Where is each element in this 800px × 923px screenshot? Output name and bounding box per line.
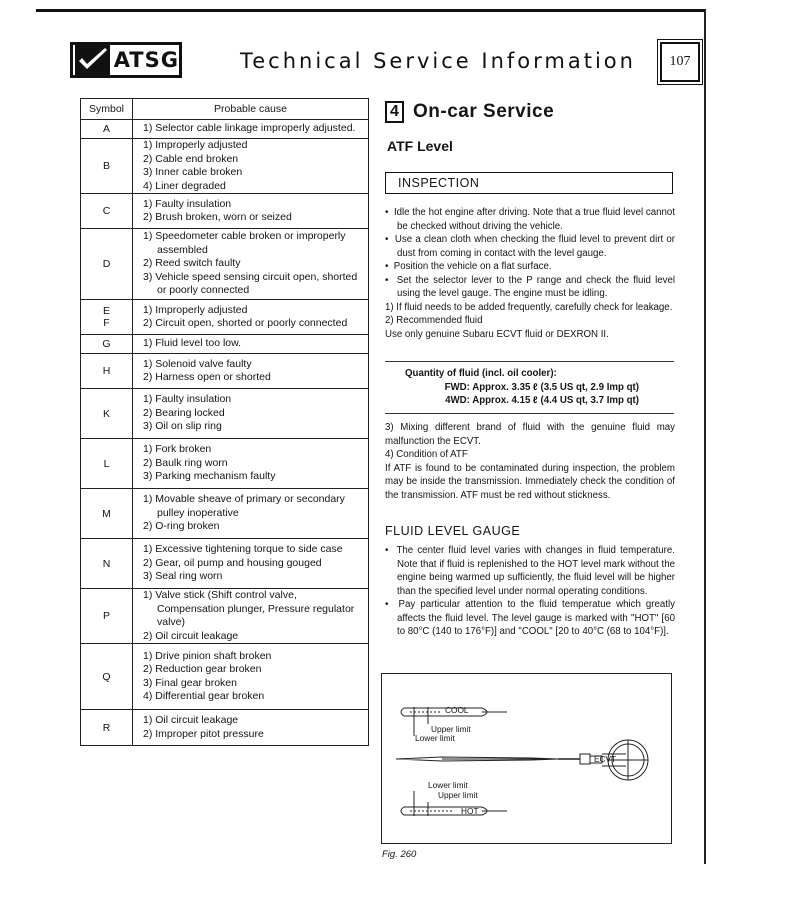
quantity-4wd: 4WD: Approx. 4.15 ℓ (4.4 US qt, 3.7 Imp qt) (445, 395, 639, 406)
right-border (704, 9, 706, 864)
cause-item: 2) Gear, oil pump and housing gouged (143, 556, 322, 569)
list-item: • Use a clean cloth when checking the fluid level to prevent dirt or dust from coming in contact with the level gauge. (385, 234, 675, 259)
page-number: 107 (660, 42, 700, 82)
cause-item: 1) Solenoid valve faulty (143, 357, 252, 370)
symbol-cell: C (81, 194, 133, 229)
section-heading (385, 101, 554, 123)
table-row (81, 589, 369, 644)
cause-item: 1) Fork broken (143, 443, 212, 456)
symbol-cell: P (81, 589, 133, 644)
symbol-cell: L (81, 439, 133, 489)
cause-cell (133, 354, 369, 389)
divider (385, 413, 674, 414)
table-row (81, 710, 369, 746)
cause-item: 3) Seal ring worn (143, 570, 223, 583)
cause-item: 1) Oil circuit leakage (143, 714, 239, 726)
list-item: • Idle the hot engine after driving. Note that a true fluid level cannot be checked without driving the vehicle. (385, 207, 675, 232)
gauge-text (385, 544, 675, 639)
upper-limit-label-bottom: Upper limit (438, 790, 478, 800)
cause-item: 1) Faulty insulation (143, 197, 232, 210)
symbol-cell: H (81, 354, 133, 389)
figure-caption: Fig. 260 (382, 849, 417, 860)
note-4: 4) Condition of ATF (385, 449, 468, 460)
symbol-cell: A (81, 120, 133, 139)
cause-item: 2) Harness open or shorted (143, 371, 271, 383)
hot-mark-label: HOT (461, 806, 479, 816)
symbol-cell: G (81, 335, 133, 354)
section-number: 4 (385, 101, 404, 123)
list-item: • Position the vehicle on a flat surface. (385, 261, 552, 272)
logo-text: ATSG (113, 48, 179, 72)
symbol-cell: K (81, 389, 133, 439)
cause-item: 1) Improperly adjusted (143, 139, 248, 151)
symbol-cell: E F (81, 300, 133, 335)
cause-cell (133, 589, 369, 644)
cause-cell (133, 229, 369, 300)
cause-cell (133, 644, 369, 710)
atf-level-title: ATF Level (387, 138, 453, 154)
cause-item: 1) Drive pinion shaft broken (143, 649, 272, 662)
atsg-logo (70, 42, 182, 78)
table-row (81, 300, 369, 335)
fluid-quantity (385, 367, 675, 408)
cause-item: 2) Reed switch faulty (143, 257, 241, 270)
cause-item: 4) Liner degraded (143, 179, 226, 192)
cause-item: 1) Fluid level too low. (143, 337, 242, 350)
lower-limit-label-bottom: Lower limit (428, 780, 468, 790)
note-4-body: If ATF is found to be contaminated during inspection, the problem may be inside the transmission. Immediately check the condition of the transmission. ATF must be red without stickness. (385, 462, 675, 501)
table-row (81, 354, 369, 389)
list-item: • The center fluid level varies with changes in fluid temperature. Note that if fluid is replenished to the HOT level mark without the engine being warmed up sufficiently, the fluid level will be higher than the specified level under normal operating conditions. (385, 545, 675, 597)
cause-item: 3) Parking mechanism faulty (143, 470, 276, 483)
table-header-row (81, 99, 369, 120)
cause-item: 1) Selector cable linkage improperly adjusted. (143, 122, 356, 135)
note-1: 1) If fluid needs to be added frequently, carefully check for leakage. (385, 301, 673, 313)
cause-cell (133, 194, 369, 229)
cause-item: 3) Vehicle speed sensing circuit open, shorted or poorly connected (143, 270, 358, 297)
cause-cell (133, 389, 369, 439)
top-border (36, 9, 706, 12)
table-row (81, 120, 369, 139)
table-row (81, 194, 369, 229)
symbol-cell: D (81, 229, 133, 300)
level-gauge-figure (381, 673, 672, 844)
inspection-heading: INSPECTION (385, 172, 673, 194)
table-row (81, 539, 369, 589)
cause-cell (133, 139, 369, 194)
cause-item: 1) Excessive tightening torque to side case (143, 543, 343, 556)
cause-item: 2) Oil circuit leakage (143, 629, 239, 642)
cause-item: 2) Circuit open, shorted or poorly connected (143, 317, 348, 329)
symbol-cell: B (81, 139, 133, 194)
note-2-body: Use only genuine Subaru ECVT fluid or DEXRON II. (385, 328, 609, 340)
cause-cell (133, 710, 369, 746)
upper-limit-label-top: Upper limit (431, 724, 471, 734)
ecvt-label: ECVT (594, 754, 617, 764)
divider (385, 361, 674, 362)
column-header-cause: Probable cause (133, 99, 369, 120)
section-title: On-car Service (413, 101, 555, 122)
cause-cell (133, 300, 369, 335)
cause-item: 2) Baulk ring worn (143, 456, 228, 469)
cause-item: 3) Oil on slip ring (143, 420, 222, 433)
fluid-level-gauge-title: FLUID LEVEL GAUGE (385, 524, 521, 538)
symbol-cell: M (81, 489, 133, 539)
cause-item: 2) Reduction gear broken (143, 663, 262, 675)
symbol-cell: N (81, 539, 133, 589)
cause-item: 1) Improperly adjusted (143, 303, 248, 316)
cause-cell (133, 439, 369, 489)
cause-item: 3) Inner cable broken (143, 166, 243, 178)
quantity-fwd: FWD: Approx. 3.35 ℓ (3.5 US qt, 2.9 Imp qt) (444, 381, 639, 393)
cause-cell (133, 120, 369, 139)
table-row (81, 644, 369, 710)
table-row (81, 489, 369, 539)
list-item: • Pay particular attention to the fluid temperatue which greatly affects the fluid level. The level gauge is marked with "HOT" [60 to 80°C (140 to 176°F)] and "COOL" [20 to 40°C (68 to 104°F)]. (385, 599, 675, 637)
cause-cell (133, 539, 369, 589)
cause-item: 1) Speedometer cable broken or improperly assembled (143, 230, 346, 256)
inspection-text (385, 206, 675, 341)
table-row (81, 139, 369, 194)
note-2: 2) Recommended fluid (385, 315, 483, 326)
cause-item: 1) Faulty insulation (143, 393, 232, 406)
cause-item: 1) Valve stick (Shift control valve, Compensation plunger, Pressure regulator valve) (143, 589, 355, 628)
symbol-cell: Q (81, 644, 133, 710)
table-row (81, 389, 369, 439)
table-row (81, 335, 369, 354)
quantity-title: Quantity of fluid (incl. oil cooler): (405, 368, 557, 379)
cause-item: 2) Brush broken, worn or seized (143, 211, 292, 223)
atf-notes (385, 421, 675, 502)
page-header-title: Technical Service Information (240, 49, 636, 73)
cause-item: 3) Final gear broken (143, 676, 237, 689)
diagnosis-table (80, 98, 369, 746)
cause-item: 2) Improper pitot pressure (143, 727, 264, 740)
column-header-symbol: Symbol (81, 99, 133, 120)
table-row (81, 229, 369, 300)
note-3: 3) Mixing different brand of fluid with the genuine fluid may malfunction the ECVT. (385, 422, 675, 447)
cause-item: 2) Bearing locked (143, 406, 225, 419)
cause-item: 1) Movable sheave of primary or secondary pulley inoperative (143, 493, 345, 519)
checkmark-icon (75, 45, 110, 75)
cause-cell (133, 489, 369, 539)
list-item: • Set the selector lever to the P range and check the fluid level using the level gauge. The engine must be idling. (385, 274, 676, 299)
cause-cell (133, 335, 369, 354)
level-gauge-drawing (382, 674, 671, 843)
symbol-cell: R (81, 710, 133, 746)
cause-item: 2) O-ring broken (143, 520, 220, 533)
cool-mark-label: COOL (445, 705, 469, 715)
cause-item: 4) Differential gear broken (143, 690, 265, 702)
lower-limit-label-top: Lower limit (415, 733, 455, 743)
table-row (81, 439, 369, 489)
cause-item: 2) Cable end broken (143, 152, 239, 165)
